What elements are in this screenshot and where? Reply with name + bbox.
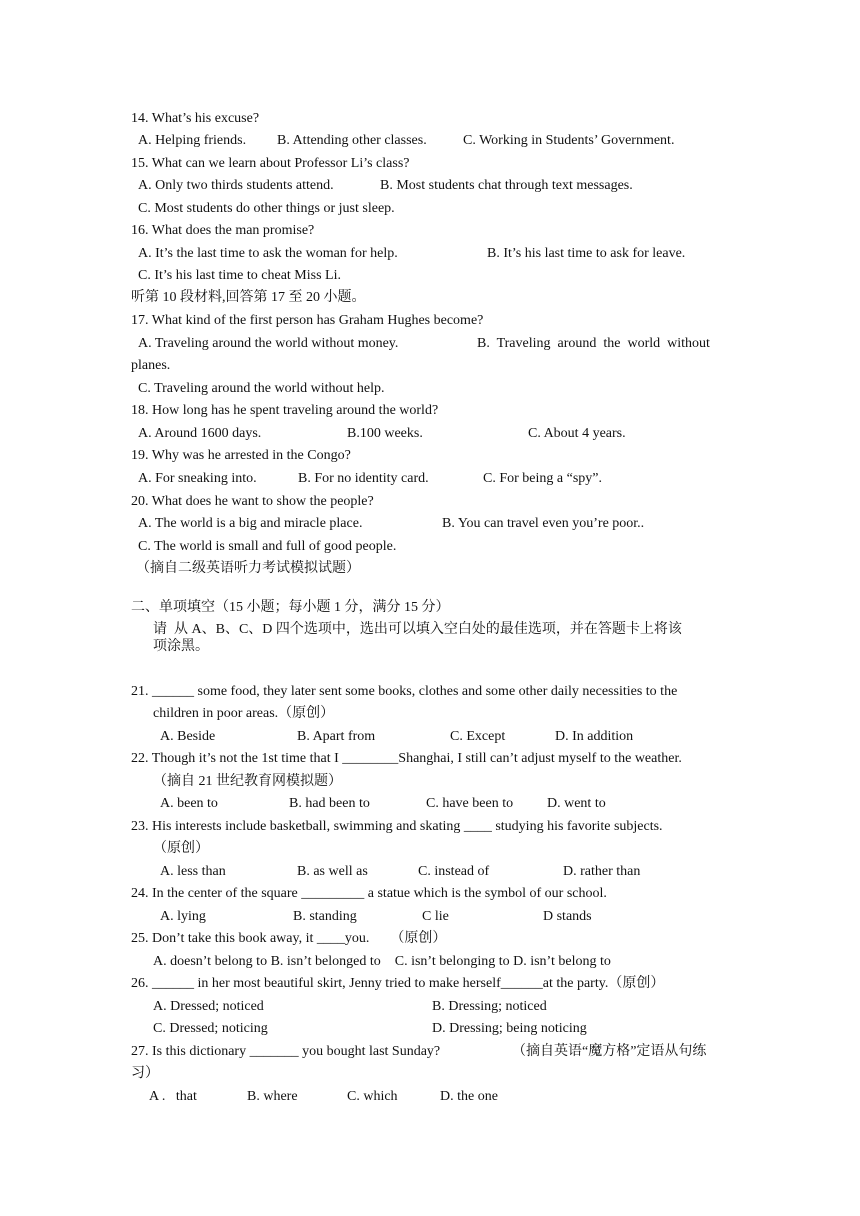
- question-23-stem-line-1: 23. His interests include basketball, swimming and skating ____ studying his favorite subjects.: [131, 819, 663, 834]
- section-2-instruction-line-1: 请 从 A、B、C、D 四个选项中，选出可以填入空白处的最佳选项，并在答题卡上将该: [153, 622, 682, 637]
- question-21-option-b: B. Apart from: [297, 729, 376, 744]
- question-25-stem: 25. Don’t take this book away, it ____you. （原创）: [131, 931, 447, 946]
- question-14-option-c: C. Working in Students’ Government.: [463, 133, 675, 148]
- question-21-stem-line-1: 21. ______ some food, they later sent some books, clothes and some other daily necessities to the: [131, 684, 678, 699]
- question-26-option-b: B. Dressing; noticed: [432, 999, 547, 1014]
- question-27-option-a: A . that: [149, 1089, 197, 1104]
- question-23-option-c: C. instead of: [418, 864, 490, 879]
- question-27-option-b: B. where: [247, 1089, 298, 1104]
- question-23-option-b: B. as well as: [297, 864, 368, 879]
- question-20-stem: 20. What does he want to show the people?: [131, 494, 374, 509]
- question-26-stem: 26. ______ in her most beautiful skirt, Jenny tried to make herself______at the party.（原创）: [131, 976, 665, 991]
- question-27-option-d: D. the one: [440, 1089, 498, 1104]
- question-22-stem-line-1: 22. Though it’s not the 1st time that I ________Shanghai, I still can’t adjust myself to the weather.: [131, 751, 682, 766]
- question-15-option-b: B. Most students chat through text messages.: [380, 178, 633, 193]
- question-22-option-d: D. went to: [547, 796, 606, 811]
- question-24-option-a: A. lying: [160, 909, 206, 924]
- question-20-option-b: B. You can travel even you’re poor..: [442, 516, 645, 531]
- question-27-stem-line-2: 习）: [131, 1066, 159, 1081]
- question-14-option-b: B. Attending other classes.: [277, 133, 427, 148]
- question-18-option-c: C. About 4 years.: [528, 426, 626, 441]
- question-22-stem-line-2: （摘自 21 世纪教育网模拟题）: [153, 774, 342, 789]
- question-24-option-b: B. standing: [293, 909, 357, 924]
- question-27-source-note: （摘自英语“魔方格”定语从句练: [512, 1044, 707, 1059]
- question-24-stem: 24. In the center of the square _________ a statue which is the symbol of our school.: [131, 886, 607, 901]
- question-18-stem: 18. How long has he spent traveling around the world?: [131, 403, 439, 418]
- question-16-option-a: A. It’s the last time to ask the woman for help.: [138, 246, 398, 261]
- question-21-option-d: D. In addition: [555, 729, 634, 744]
- question-16-option-c: C. It’s his last time to cheat Miss Li.: [138, 268, 341, 283]
- listening-material-10-instruction: 听第 10 段材料,回答第 17 至 20 小题。: [131, 290, 366, 305]
- question-20-option-a: A. The world is a big and miracle place.: [138, 516, 363, 531]
- question-21-option-a: A. Beside: [160, 729, 216, 744]
- question-16-stem: 16. What does the man promise?: [131, 223, 315, 238]
- question-21-option-c: C. Except: [450, 729, 506, 744]
- question-16-option-b: B. It’s his last time to ask for leave.: [487, 246, 686, 261]
- question-27-stem-line-1: 27. Is this dictionary _______ you bought last Sunday?: [131, 1044, 441, 1059]
- question-14-stem: 14. What’s his excuse?: [131, 111, 260, 126]
- question-19-option-c: C. For being a “spy”.: [483, 471, 602, 486]
- question-17-option-b: B. Traveling around the world without: [477, 336, 710, 351]
- question-22-option-b: B. had been to: [289, 796, 370, 811]
- question-24-option-c: C lie: [422, 909, 449, 924]
- question-26-option-a: A. Dressed; noticed: [153, 999, 264, 1014]
- question-23-option-a: A. less than: [160, 864, 226, 879]
- question-20-option-c: C. The world is small and full of good people.: [138, 539, 397, 554]
- question-17-option-c: C. Traveling around the world without help.: [138, 381, 385, 396]
- question-23-option-d: D. rather than: [563, 864, 641, 879]
- question-15-option-a: A. Only two thirds students attend.: [138, 178, 334, 193]
- question-27-option-c: C. which: [347, 1089, 398, 1104]
- question-26-option-c: C. Dressed; noticing: [153, 1021, 268, 1036]
- question-21-stem-line-2: children in poor areas.（原创）: [153, 706, 335, 721]
- question-19-option-a: A. For sneaking into.: [138, 471, 257, 486]
- question-19-option-b: B. For no identity card.: [298, 471, 429, 486]
- question-24-option-d: D stands: [543, 909, 592, 924]
- section-2-title: 二、单项填空（15 小题；每小题 1 分，满分 15 分）: [131, 600, 450, 615]
- question-23-stem-line-2: （原创）: [153, 841, 209, 856]
- question-18-option-b: B.100 weeks.: [347, 426, 423, 441]
- question-17-stem: 17. What kind of the first person has Graham Hughes become?: [131, 313, 484, 328]
- question-25-options: A. doesn’t belong to B. isn’t belonged to C. isn’t belonging to D. isn’t belong to: [153, 954, 611, 969]
- question-22-option-a: A. been to: [160, 796, 218, 811]
- question-26-option-d: D. Dressing; being noticing: [432, 1021, 587, 1036]
- listening-source-note: （摘自二级英语听力考试模拟试题）: [136, 561, 360, 576]
- question-22-option-c: C. have been to: [426, 796, 514, 811]
- question-19-stem: 19. Why was he arrested in the Congo?: [131, 448, 351, 463]
- question-15-option-c: C. Most students do other things or just sleep.: [138, 201, 395, 216]
- section-2-instruction-line-2: 项涂黑。: [153, 639, 209, 654]
- question-14-option-a: A. Helping friends.: [138, 133, 247, 148]
- question-15-stem: 15. What can we learn about Professor Li’s class?: [131, 156, 410, 171]
- question-18-option-a: A. Around 1600 days.: [138, 426, 262, 441]
- question-17-option-a: A. Traveling around the world without money.: [138, 336, 399, 351]
- question-17-option-b-continued: planes.: [131, 358, 171, 373]
